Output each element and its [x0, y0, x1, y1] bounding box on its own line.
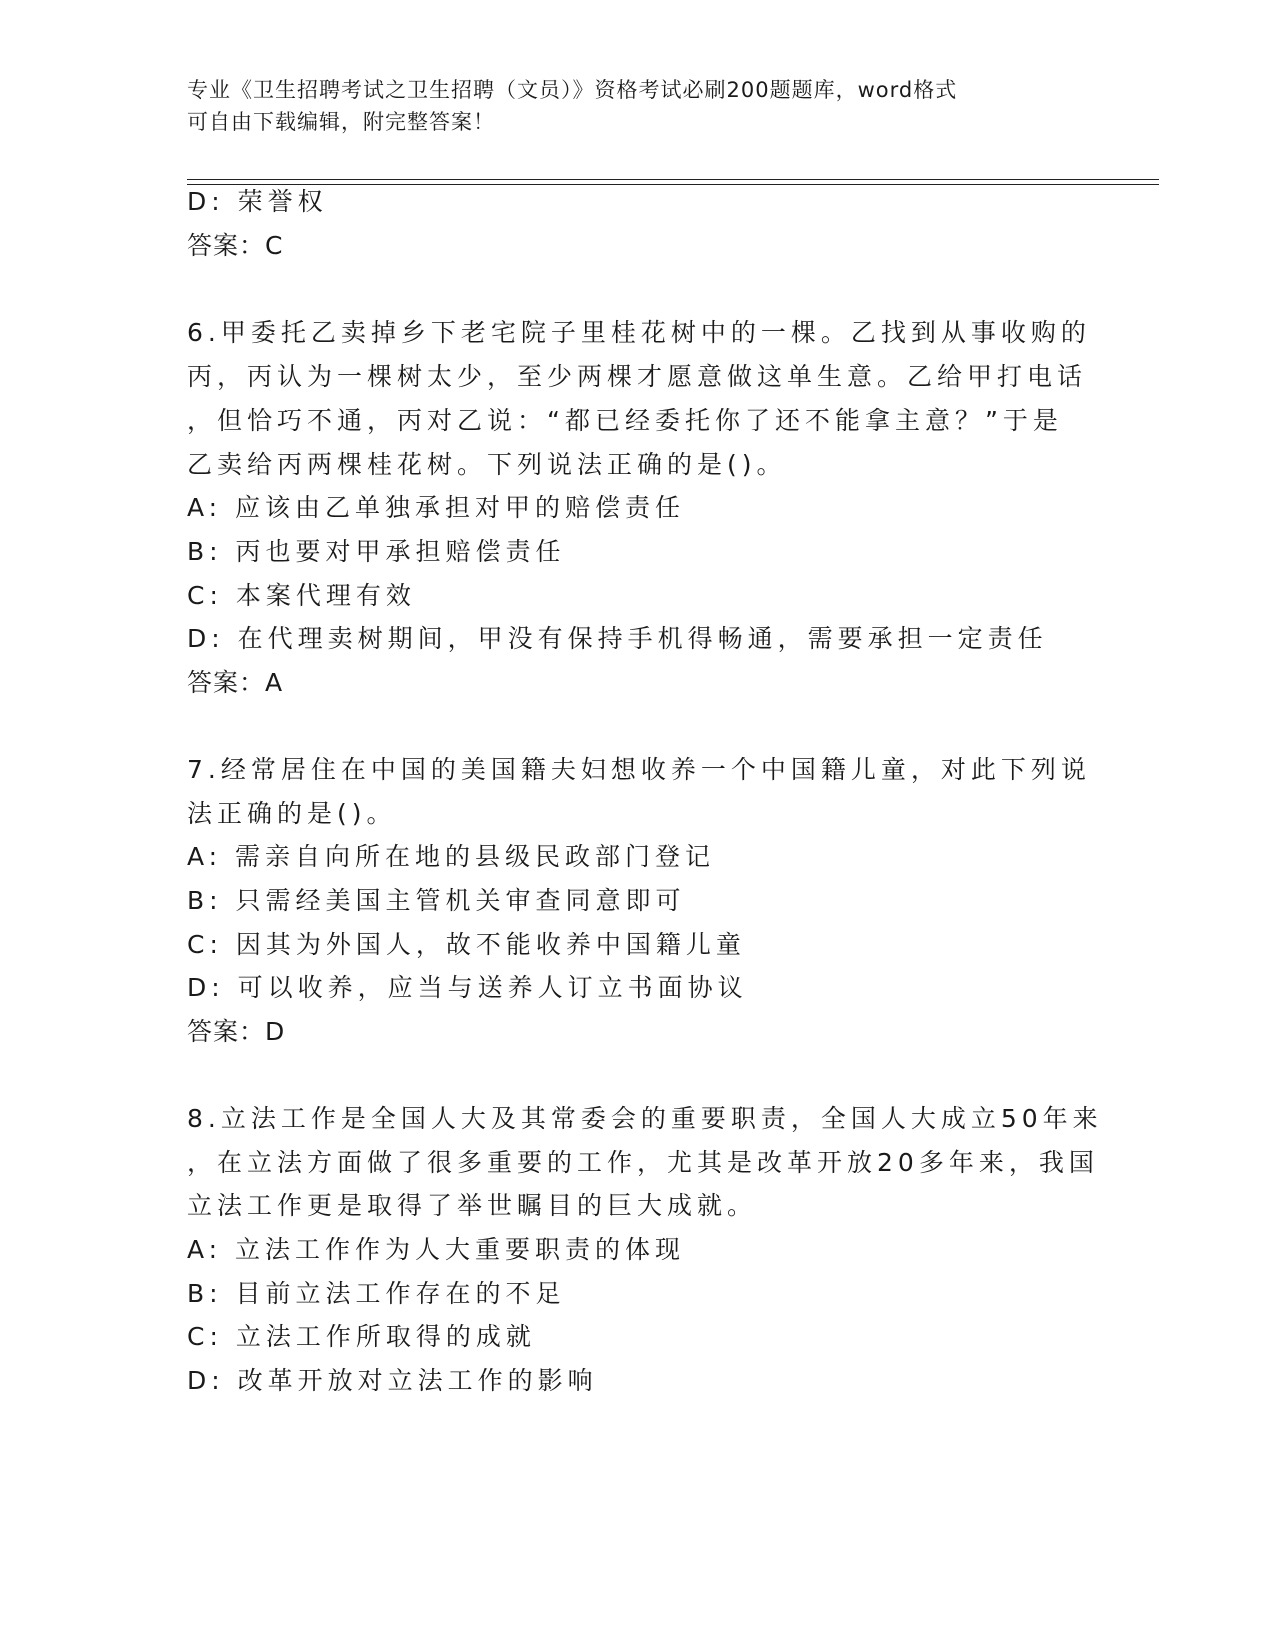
- header-rule-bottom: [187, 184, 1159, 185]
- q7-option-b: B: 只需经美国主管机关审查同意即可: [187, 886, 686, 915]
- q8-stem-line-3: 立法工作更是取得了举世瞩目的巨大成就。: [187, 1191, 758, 1220]
- q7-option-a: A: 需亲自向所在地的县级民政部门登记: [187, 842, 716, 871]
- header-line-1: 专业《卫生招聘考试之卫生招聘（文员）》资格考试必刷200题题库，word格式: [187, 78, 958, 102]
- q8-option-a: A: 立法工作作为人大重要职责的体现: [187, 1235, 686, 1264]
- prev-option-d: D: 荣誉权: [187, 187, 328, 216]
- q6-option-c: C: 本案代理有效: [187, 581, 416, 610]
- q7-stem-line-2: 法正确的是()。: [187, 799, 397, 828]
- q8-option-b: B: 目前立法工作存在的不足: [187, 1279, 566, 1308]
- q8-option-c: C: 立法工作所取得的成就: [187, 1322, 536, 1351]
- q6-option-d: D: 在代理卖树期间，甲没有保持手机得畅通，需要承担一定责任: [187, 624, 1048, 653]
- q7-answer: 答案：D: [187, 1017, 286, 1046]
- q6-stem-line-1: 6.甲委托乙卖掉乡下老宅院子里桂花树中的一棵。乙找到从事收购的: [187, 318, 1091, 347]
- header-line-2: 可自由下载编辑，附完整答案！: [187, 110, 495, 134]
- q7-option-c: C: 因其为外国人，故不能收养中国籍儿童: [187, 930, 746, 959]
- q8-stem-line-1: 8.立法工作是全国人大及其常委会的重要职责，全国人大成立50年来: [187, 1104, 1103, 1133]
- q6-option-a: A: 应该由乙单独承担对甲的赔偿责任: [187, 493, 686, 522]
- q7-stem-line-1: 7.经常居住在中国的美国籍夫妇想收养一个中国籍儿童，对此下列说: [187, 755, 1091, 784]
- q6-stem-line-2: 丙，丙认为一棵树太少，至少两棵才愿意做这单生意。乙给甲打电话: [187, 362, 1088, 391]
- q6-stem-line-3: ，但恰巧不通，丙对乙说：“都已经委托你了还不能拿主意？”于是: [187, 406, 1063, 435]
- header-rule-top: [187, 179, 1159, 180]
- q6-answer: 答案：A: [187, 668, 284, 697]
- prev-answer: 答案：C: [187, 231, 284, 260]
- q6-stem-line-4: 乙卖给丙两棵桂花树。下列说法正确的是()。: [187, 450, 787, 479]
- q8-option-d: D: 改革开放对立法工作的影响: [187, 1366, 598, 1395]
- q7-option-d: D: 可以收养，应当与送养人订立书面协议: [187, 973, 748, 1002]
- q6-option-b: B: 丙也要对甲承担赔偿责任: [187, 537, 566, 566]
- page-header: [187, 74, 1087, 138]
- q8-stem-line-2: ，在立法方面做了很多重要的工作，尤其是改革开放20多年来，我国: [187, 1148, 1099, 1177]
